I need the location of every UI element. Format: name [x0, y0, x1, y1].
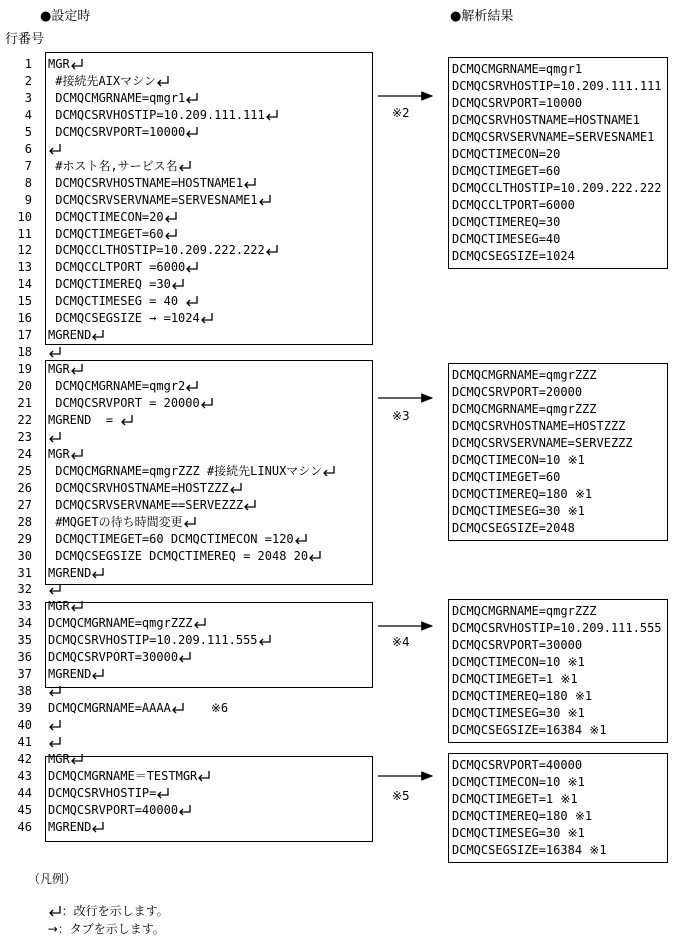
- code-line-text: MGR: [48, 362, 70, 376]
- line-number: 38: [17, 684, 32, 698]
- result-note: ※5: [392, 789, 410, 803]
- line-number: 24: [17, 447, 32, 461]
- code-line-note: ※6: [210, 701, 229, 715]
- code-line-text: #ホスト名,サービス名: [48, 159, 178, 173]
- line-number: 14: [17, 277, 32, 291]
- line-number: 9: [24, 193, 32, 207]
- result-item: DCMQCTIMESEG=30 ※1: [452, 706, 585, 720]
- result-item: DCMQCTIMEREQ=180 ※1: [452, 487, 593, 501]
- result-note: ※4: [392, 635, 410, 649]
- line-number: 22: [17, 413, 32, 427]
- line-number: 29: [17, 532, 32, 546]
- code-line-text: DCMQCSRVPORT = 20000: [48, 396, 200, 410]
- result-item: DCMQCSEGSIZE=1024: [452, 249, 575, 263]
- code-line-text: DCMQCSRVHOSTNAME=HOSTZZZ: [48, 481, 229, 495]
- line-number: 19: [17, 362, 32, 376]
- result-item: DCMQCTIMEGET=60: [452, 470, 561, 484]
- result-item: DCMQCSEGSIZE=16384 ※1: [452, 723, 607, 737]
- header-settings: ●設定時: [40, 9, 91, 24]
- result-item: DCMQCSRVHOSTIP=10.209.111.555: [452, 621, 662, 635]
- code-line-text: DCMQCSEGSIZE DCMQCTIMEREQ = 2048 20: [48, 549, 309, 563]
- line-number: 34: [17, 616, 32, 630]
- line-number: 1: [24, 57, 32, 71]
- line-number: 25: [17, 464, 32, 478]
- code-line-text: MGREND: [48, 566, 92, 580]
- result-note: ※2: [392, 106, 410, 120]
- result-item: DCMQCSRVHOSTIP=10.209.111.111: [452, 79, 662, 93]
- result-item: DCMQCTIMEREQ=180 ※1: [452, 809, 593, 823]
- result-item: DCMQCTIMECON=20: [452, 147, 561, 161]
- line-number: 18: [17, 345, 32, 359]
- line-number: 17: [17, 328, 32, 342]
- code-line-text: DCMQCMGRNAME＝TESTMGR: [48, 769, 198, 783]
- tab-arrow-symbol: →: [47, 922, 58, 936]
- code-line-text: DCMQCTIMECON=20: [48, 210, 164, 224]
- code-line-text: DCMQCMGRNAME=AAAA: [48, 701, 171, 715]
- result-item: DCMQCSRVSERVNAME=SERVEZZZ: [452, 436, 633, 450]
- code-line-text: DCMQCSRVPORT=30000: [48, 650, 179, 664]
- code-line-text: MGREND: [48, 667, 92, 681]
- result-item: DCMQCTIMECON=10 ※1: [452, 453, 585, 467]
- result-item: DCMQCTIMECON=10 ※1: [452, 655, 585, 669]
- result-item: DCMQCSRVPORT=40000: [452, 758, 583, 772]
- result-item: DCMQCSRVPORT=10000: [452, 96, 583, 110]
- line-number: 46: [17, 820, 32, 834]
- line-number: 13: [17, 260, 32, 274]
- line-number: 26: [17, 481, 32, 495]
- line-number: 41: [17, 735, 32, 749]
- code-line-text: DCMQCSRVSERVNAME=SERVESNAME1: [48, 193, 258, 207]
- result-item: DCMQCTIMESEG=30 ※1: [452, 504, 585, 518]
- line-number: 37: [17, 667, 32, 681]
- line-number: 27: [17, 498, 32, 512]
- line-number: 15: [17, 294, 32, 308]
- line-number: 45: [17, 803, 32, 817]
- result-item: DCMQCTIMEREQ=180 ※1: [452, 689, 593, 703]
- code-line-text: MGREND: [48, 820, 92, 834]
- result-item: DCMQCSRVHOSTNAME=HOSTNAME1: [452, 113, 640, 127]
- result-item: DCMQCTIMEGET=60: [452, 164, 561, 178]
- code-line-text: MGR: [48, 599, 70, 613]
- code-line-text: #接続先AIXマシン: [48, 74, 156, 88]
- line-number: 40: [17, 718, 32, 732]
- result-item: DCMQCTIMEREQ=30: [452, 215, 561, 229]
- line-number: 5: [24, 125, 32, 139]
- code-line-text: DCMQCTIMESEG = 40: [48, 294, 186, 308]
- code-line-text: DCMQCCLTHOSTIP=10.209.222.222: [48, 243, 265, 257]
- code-line-text: DCMQCSEGSIZE → =1024: [48, 311, 200, 325]
- code-line-text: DCMQCSRVHOSTIP=: [48, 786, 157, 800]
- line-number: 2: [24, 74, 32, 88]
- result-item: DCMQCTIMESEG=40: [452, 232, 561, 246]
- line-number: 20: [17, 379, 32, 393]
- code-line-text: #MQGETの待ち時間変更: [48, 515, 183, 529]
- header-line-number: 行番号: [5, 32, 45, 47]
- code-line-text: DCMQCSRVPORT=40000: [48, 803, 179, 817]
- result-item: DCMQCTIMECON=10 ※1: [452, 775, 585, 789]
- result-item: DCMQCMGRNAME=qmgrZZZ: [452, 368, 597, 382]
- code-line-text: MGREND =: [48, 413, 121, 427]
- legend-tab-row: [40, 906, 165, 937]
- result-item: DCMQCMGRNAME=qmgr1: [452, 62, 583, 76]
- code-line-text: DCMQCMGRNAME=qmgrZZZ: [48, 616, 193, 630]
- result-item: DCMQCSEGSIZE=16384 ※1: [452, 843, 607, 857]
- line-number: 43: [17, 769, 32, 783]
- code-line-text: DCMQCMGRNAME=qmgrZZZ #接続先LINUXマシン: [48, 464, 322, 478]
- line-number: 44: [17, 786, 32, 800]
- legend-cr-text: ：改行を示します。: [61, 904, 169, 918]
- code-line-text: DCMQCTIMEREQ =30: [48, 277, 171, 291]
- line-number: 33: [17, 599, 32, 613]
- code-line-text: MGR: [48, 752, 70, 766]
- result-item: DCMQCCLTPORT=6000: [452, 198, 575, 212]
- code-line-text: DCMQCMGRNAME=qmgr1: [48, 91, 186, 105]
- line-number: 28: [17, 515, 32, 529]
- code-line-text: DCMQCSRVPORT=10000: [48, 125, 186, 139]
- result-item: DCMQCSRVSERVNAME=SERVESNAME1: [452, 130, 655, 144]
- code-line-text: DCMQCSRVHOSTIP=10.209.111.555: [48, 633, 258, 647]
- line-number: 23: [17, 430, 32, 444]
- code-line-text: DCMQCTIMEGET=60: [48, 227, 164, 241]
- code-line-text: MGREND: [48, 328, 92, 342]
- line-number: 42: [17, 752, 32, 766]
- result-item: DCMQCSRVPORT=30000: [452, 638, 583, 652]
- line-number: 11: [17, 227, 32, 241]
- code-line-text: DCMQCCLTPORT =6000: [48, 260, 186, 274]
- legend-tab-text: ：タブを示します。: [57, 922, 165, 936]
- code-line-text: DCMQCSRVHOSTIP=10.209.111.111: [48, 108, 265, 122]
- result-item: DCMQCTIMEGET=1 ※1: [452, 672, 578, 686]
- result-note: ※3: [392, 409, 410, 423]
- line-number: 7: [24, 159, 32, 173]
- line-number: 31: [17, 566, 32, 580]
- code-line-text: DCMQCSRVSERVNAME==SERVEZZZ: [48, 498, 244, 512]
- code-line-text: DCMQCSRVHOSTNAME=HOSTNAME1: [48, 176, 244, 190]
- line-number: 3: [24, 91, 32, 105]
- result-item: DCMQCSRVHOSTNAME=HOSTZZZ: [452, 419, 626, 433]
- line-number: 16: [17, 311, 32, 325]
- result-item: DCMQCTIMESEG=30 ※1: [452, 826, 585, 840]
- result-item: DCMQCMGRNAME=qmgrZZZ: [452, 604, 597, 618]
- legend-title: （凡例）: [28, 872, 77, 886]
- header-results: ●解析結果: [450, 9, 514, 24]
- line-number: 35: [17, 633, 32, 647]
- line-number: 30: [17, 549, 32, 563]
- result-item: DCMQCTIMEGET=1 ※1: [452, 792, 578, 806]
- code-line-text: MGR: [48, 57, 70, 71]
- line-number: 10: [17, 210, 32, 224]
- line-number: 6: [24, 142, 32, 156]
- line-number: 21: [17, 396, 32, 410]
- line-number: 8: [24, 176, 32, 190]
- line-number: 39: [17, 701, 32, 715]
- code-line-text: MGR: [48, 447, 70, 461]
- result-item: DCMQCCLTHOSTIP=10.209.222.222: [452, 181, 662, 195]
- code-line-text: DCMQCTIMEGET=60 DCMQCTIMECON =120: [48, 532, 294, 546]
- line-number: 12: [17, 243, 32, 257]
- result-item: DCMQCSRVPORT=20000: [452, 385, 583, 399]
- line-number: 4: [24, 108, 32, 122]
- code-line-text: DCMQCMGRNAME=qmgr2: [48, 379, 186, 393]
- result-item: DCMQCSEGSIZE=2048: [452, 521, 575, 535]
- result-item: DCMQCMGRNAME=qmgrZZZ: [452, 402, 597, 416]
- line-number: 32: [17, 582, 32, 596]
- line-number: 36: [17, 650, 32, 664]
